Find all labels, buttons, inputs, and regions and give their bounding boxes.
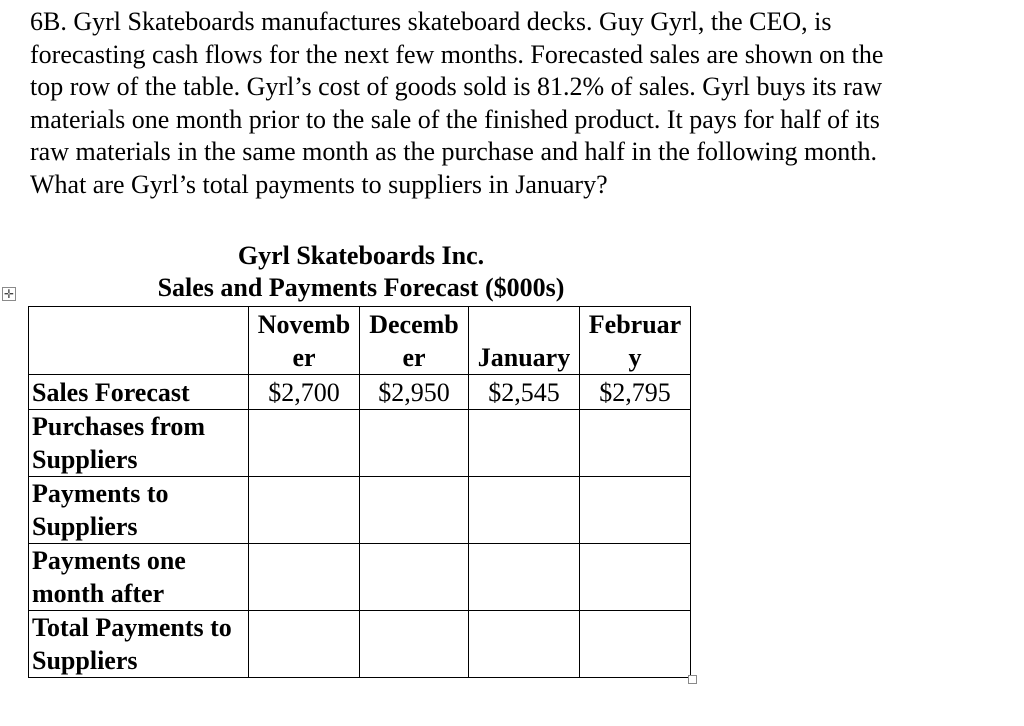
row-label-cell[interactable] <box>29 375 249 410</box>
table-cell[interactable] <box>580 375 691 410</box>
table-company-title: Gyrl Skateboards Inc. <box>237 241 485 270</box>
table-subtitle: Sales and Payments Forecast ($000s) <box>157 273 565 302</box>
table-cell[interactable] <box>360 375 469 410</box>
table-cell[interactable] <box>469 544 580 611</box>
row-label-cell[interactable] <box>29 477 249 544</box>
header-label: Novemb er <box>257 310 351 372</box>
row-label-cell[interactable] <box>29 544 249 611</box>
row-label-cell[interactable] <box>29 410 249 477</box>
table-cell[interactable] <box>360 410 469 477</box>
row-label: Payments to Suppliers <box>32 479 169 541</box>
row-label: Sales Forecast <box>32 378 190 407</box>
table-cell[interactable] <box>469 375 580 410</box>
table-row <box>29 611 691 678</box>
header-cell[interactable] <box>249 307 360 375</box>
header-empty-cell[interactable] <box>29 307 249 375</box>
table-cell[interactable] <box>249 477 360 544</box>
table-row <box>29 410 691 477</box>
row-label: Total Payments to Suppliers <box>32 613 232 675</box>
table-cell[interactable] <box>469 477 580 544</box>
table-cell[interactable] <box>249 544 360 611</box>
row-label: Payments one month after <box>32 546 186 608</box>
table-cell[interactable] <box>469 410 580 477</box>
forecast-table <box>28 306 691 678</box>
header-cell[interactable] <box>580 307 691 375</box>
table-row <box>29 544 691 611</box>
move-cross-icon[interactable]: ✛ <box>3 287 15 301</box>
header-cell[interactable] <box>469 307 580 375</box>
table-cell[interactable] <box>360 611 469 678</box>
table-header-row <box>29 307 691 375</box>
table-cell[interactable] <box>360 477 469 544</box>
header-label: Februar y <box>588 310 682 372</box>
table-cell[interactable] <box>249 410 360 477</box>
table-resize-handle[interactable] <box>688 675 697 684</box>
header-label: January <box>477 343 571 372</box>
table-cell[interactable] <box>249 611 360 678</box>
cell-value: $2,950 <box>378 378 450 407</box>
table-cell[interactable] <box>360 544 469 611</box>
table-row <box>29 375 691 410</box>
cell-value: $2,700 <box>268 378 340 407</box>
header-label: Decemb er <box>369 310 459 372</box>
table-cell[interactable] <box>469 611 580 678</box>
cell-value: $2,795 <box>599 378 671 407</box>
table-cell[interactable] <box>580 410 691 477</box>
cell-value: $2,545 <box>488 378 560 407</box>
row-label-cell[interactable] <box>29 611 249 678</box>
question-text: 6B. Gyrl Skateboards manufactures skateboard decks. Guy Gyrl, the CEO, is forecasting cash flows for the next few months. Forecasted sales are shown on the top row of the table. Gyrl’s cost of goods sold is 81.2% of sales. Gyrl buys its raw materials one month prior to the sale of the finished product. It pays for half of its raw materials in the same month as the purchase and half in the following month. What are Gyrl’s total payments to suppliers in January? <box>30 7 884 199</box>
table-cell[interactable] <box>580 544 691 611</box>
row-label: Purchases from Suppliers <box>32 412 206 474</box>
table-row <box>29 477 691 544</box>
header-cell[interactable] <box>360 307 469 375</box>
table-cell[interactable] <box>580 611 691 678</box>
table-cell[interactable] <box>249 375 360 410</box>
table-cell[interactable] <box>580 477 691 544</box>
